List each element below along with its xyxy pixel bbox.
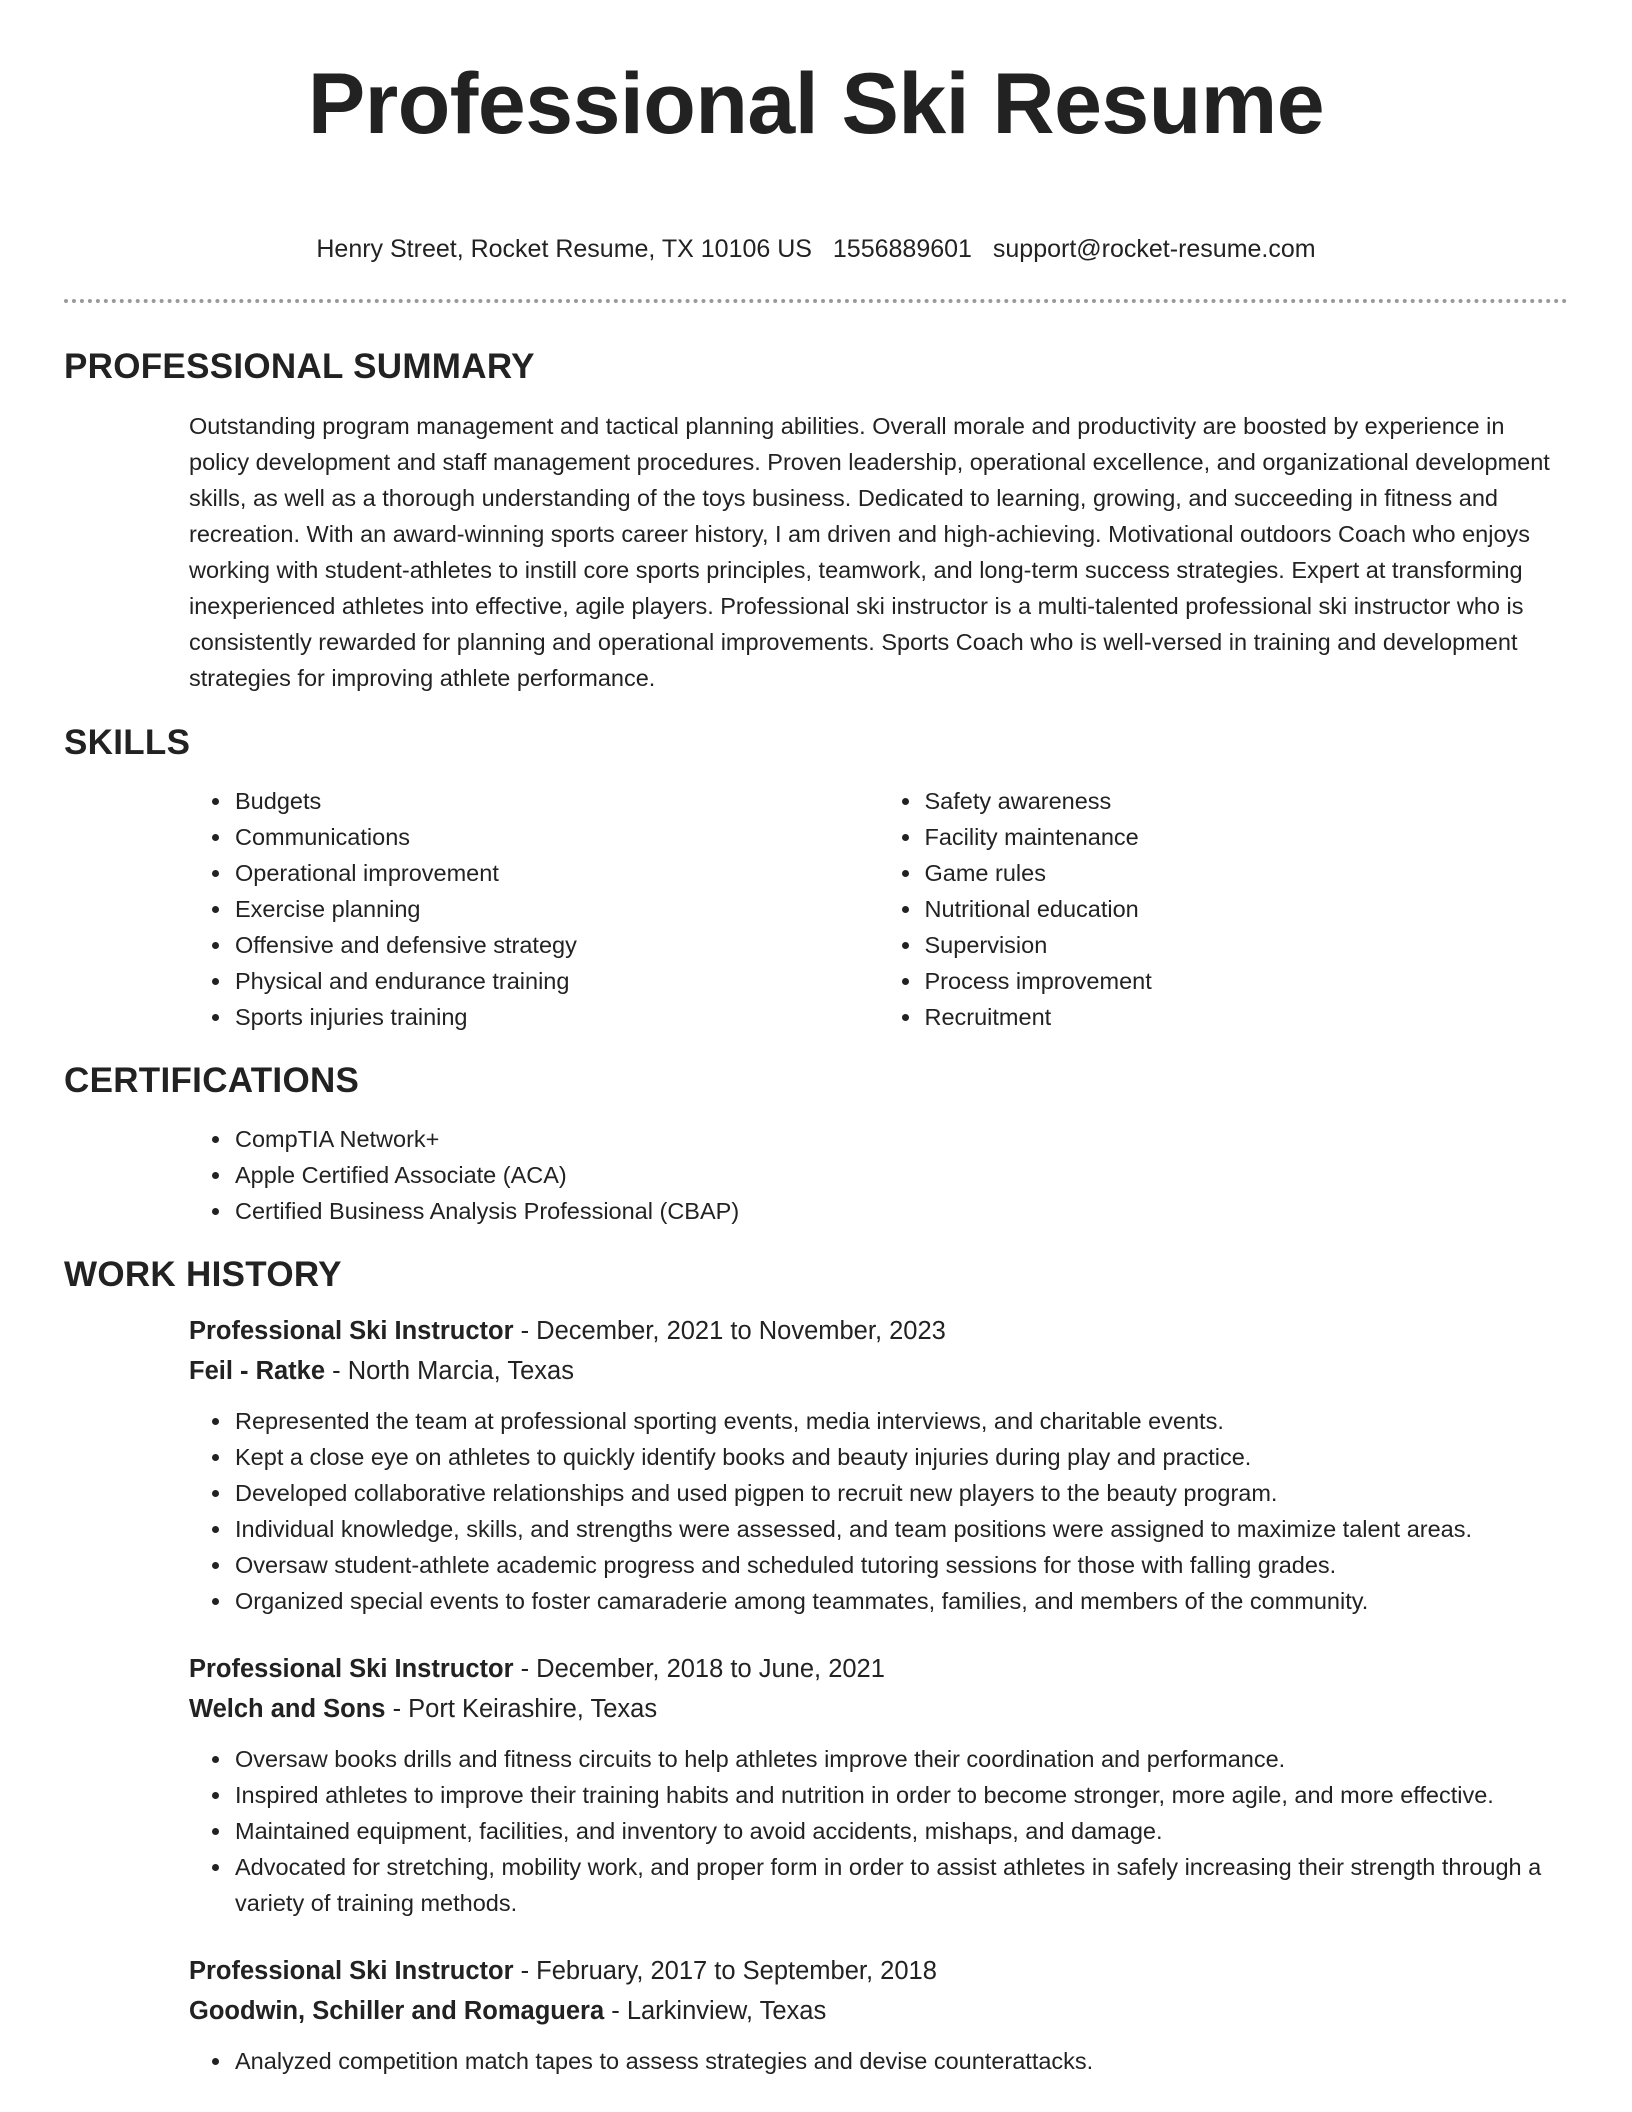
contact-email[interactable]: support@rocket-resume.com xyxy=(992,235,1316,263)
job-duty: • Individual knowledge, skills, and strengths were assessed, and team positions were assigned to maximize talent areas. xyxy=(233,1511,1568,1547)
skill-item: • Process improvement xyxy=(923,963,1569,999)
certifications-section xyxy=(64,1059,1568,1229)
work-history-heading: WORK HISTORY xyxy=(64,1255,342,1294)
job-duty: • Developed collaborative relationships and used pigpen to recruit new players to the beauty program. xyxy=(233,1475,1568,1511)
job-location: - North Marcia, Texas xyxy=(325,1357,574,1385)
job-duty: • Organized special events to foster camaraderie among teammates, families, and members of the community. xyxy=(233,1583,1568,1619)
skill-item: • Budgets xyxy=(233,783,879,819)
skill-item: • Safety awareness xyxy=(923,783,1569,819)
skill-item: • Offensive and defensive strategy xyxy=(233,927,879,963)
job-employer-line xyxy=(189,1351,1568,1391)
resume-name: Professional Ski Resume xyxy=(307,56,1325,152)
skill-item: • Operational improvement xyxy=(233,855,879,891)
job-title: Professional Ski Instructor xyxy=(189,1317,514,1345)
skill-item: • Supervision xyxy=(923,927,1569,963)
job-duties xyxy=(189,2043,1568,2079)
skills-column-left xyxy=(189,783,879,1035)
job-title-line xyxy=(189,1649,1568,1689)
job-duty: • Kept a close eye on athletes to quickly identify books and beauty injuries during play and practice. xyxy=(233,1439,1568,1475)
skills-section xyxy=(64,721,1568,1035)
job-duty: • Maintained equipment, facilities, and inventory to avoid accidents, mishaps, and damage. xyxy=(233,1813,1568,1849)
job-duty: • Represented the team at professional sporting events, media interviews, and charitable events. xyxy=(233,1403,1568,1439)
job-duty: • Analyzed competition match tapes to assess strategies and devise counterattacks. xyxy=(233,2043,1568,2079)
job-title-line xyxy=(189,1951,1568,1991)
job-entry xyxy=(189,1951,1568,2079)
job-employer: Welch and Sons xyxy=(189,1695,386,1723)
skill-item: • Game rules xyxy=(923,855,1569,891)
skills-list xyxy=(64,783,1568,1035)
job-entry xyxy=(189,1311,1568,1619)
job-location: - Port Keirashire, Texas xyxy=(385,1695,658,1723)
certification-item: • Apple Certified Associate (ACA) xyxy=(233,1157,1568,1193)
job-employer: Feil - Ratke xyxy=(189,1357,326,1385)
certifications-list xyxy=(189,1121,1568,1229)
job-employer: Goodwin, Schiller and Romaguera xyxy=(189,1997,605,2025)
header-divider xyxy=(64,299,1568,303)
work-history-section xyxy=(64,1253,1568,2079)
certifications-heading: CERTIFICATIONS xyxy=(64,1061,360,1100)
job-title: Professional Ski Instructor xyxy=(189,1655,514,1683)
skill-item: • Facility maintenance xyxy=(923,819,1569,855)
job-duties xyxy=(189,1741,1568,1921)
skill-item: • Recruitment xyxy=(923,999,1569,1035)
job-employer-line xyxy=(189,1991,1568,2031)
job-duty: • Oversaw books drills and fitness circuits to help athletes improve their coordination and performance. xyxy=(233,1741,1568,1777)
contact-line xyxy=(64,232,1568,266)
job-duties xyxy=(189,1403,1568,1619)
job-title: Professional Ski Instructor xyxy=(189,1957,514,1985)
contact-address: Henry Street, Rocket Resume, TX 10106 US xyxy=(316,235,812,263)
job-employer-line xyxy=(189,1689,1568,1729)
job-dates: - December, 2021 to November, 2023 xyxy=(513,1317,946,1345)
skill-item: • Nutritional education xyxy=(923,891,1569,927)
contact-phone: 1556889601 xyxy=(832,235,972,263)
skill-item: • Exercise planning xyxy=(233,891,879,927)
certification-item: • Certified Business Analysis Professional (CBAP) xyxy=(233,1193,1568,1229)
skill-item: • Communications xyxy=(233,819,879,855)
skill-item: • Sports injuries training xyxy=(233,999,879,1035)
skills-heading: SKILLS xyxy=(64,723,191,762)
skill-item: • Physical and endurance training xyxy=(233,963,879,999)
summary-section xyxy=(64,345,1568,696)
job-duty: • Oversaw student-athlete academic progress and scheduled tutoring sessions for those with falling grades. xyxy=(233,1547,1568,1583)
job-location: - Larkinview, Texas xyxy=(604,1997,827,2025)
job-dates: - December, 2018 to June, 2021 xyxy=(513,1655,885,1683)
job-title-line xyxy=(189,1311,1568,1351)
job-duty: • Inspired athletes to improve their training habits and nutrition in order to become stronger, more agile, and more effective. xyxy=(233,1777,1568,1813)
summary-heading: PROFESSIONAL SUMMARY xyxy=(64,347,535,386)
job-dates: - February, 2017 to September, 2018 xyxy=(513,1957,937,1985)
certification-item: • CompTIA Network+ xyxy=(233,1121,1568,1157)
summary-text: Outstanding program management and tactical planning abilities. Overall morale and productivity are boosted by experience in policy development and staff management procedures. Proven leadership, operational excellence, and organizational development skills, as well as a thorough understanding of the toys business. Dedicated to learning, growing, and succeeding in fitness and recreation. With an award-winning sports career history, I am driven and high-achieving. Motivational outdoors Coach who enjoys working with student-athletes to instill core sports principles, teamwork, and long-term success strategies. Expert at transforming inexperienced athletes into effective, agile players. Professional ski instructor is a multi-talented professional ski instructor who is consistently rewarded for planning and operational improvements. Sports Coach who is well-versed in training and development strategies for improving athlete performance. xyxy=(189,413,1550,691)
skills-column-right xyxy=(879,783,1569,1035)
job-duty: • Advocated for stretching, mobility work, and proper form in order to assist athletes in safely increasing their strength through a variety of training methods. xyxy=(233,1849,1568,1921)
job-entry xyxy=(189,1649,1568,1921)
